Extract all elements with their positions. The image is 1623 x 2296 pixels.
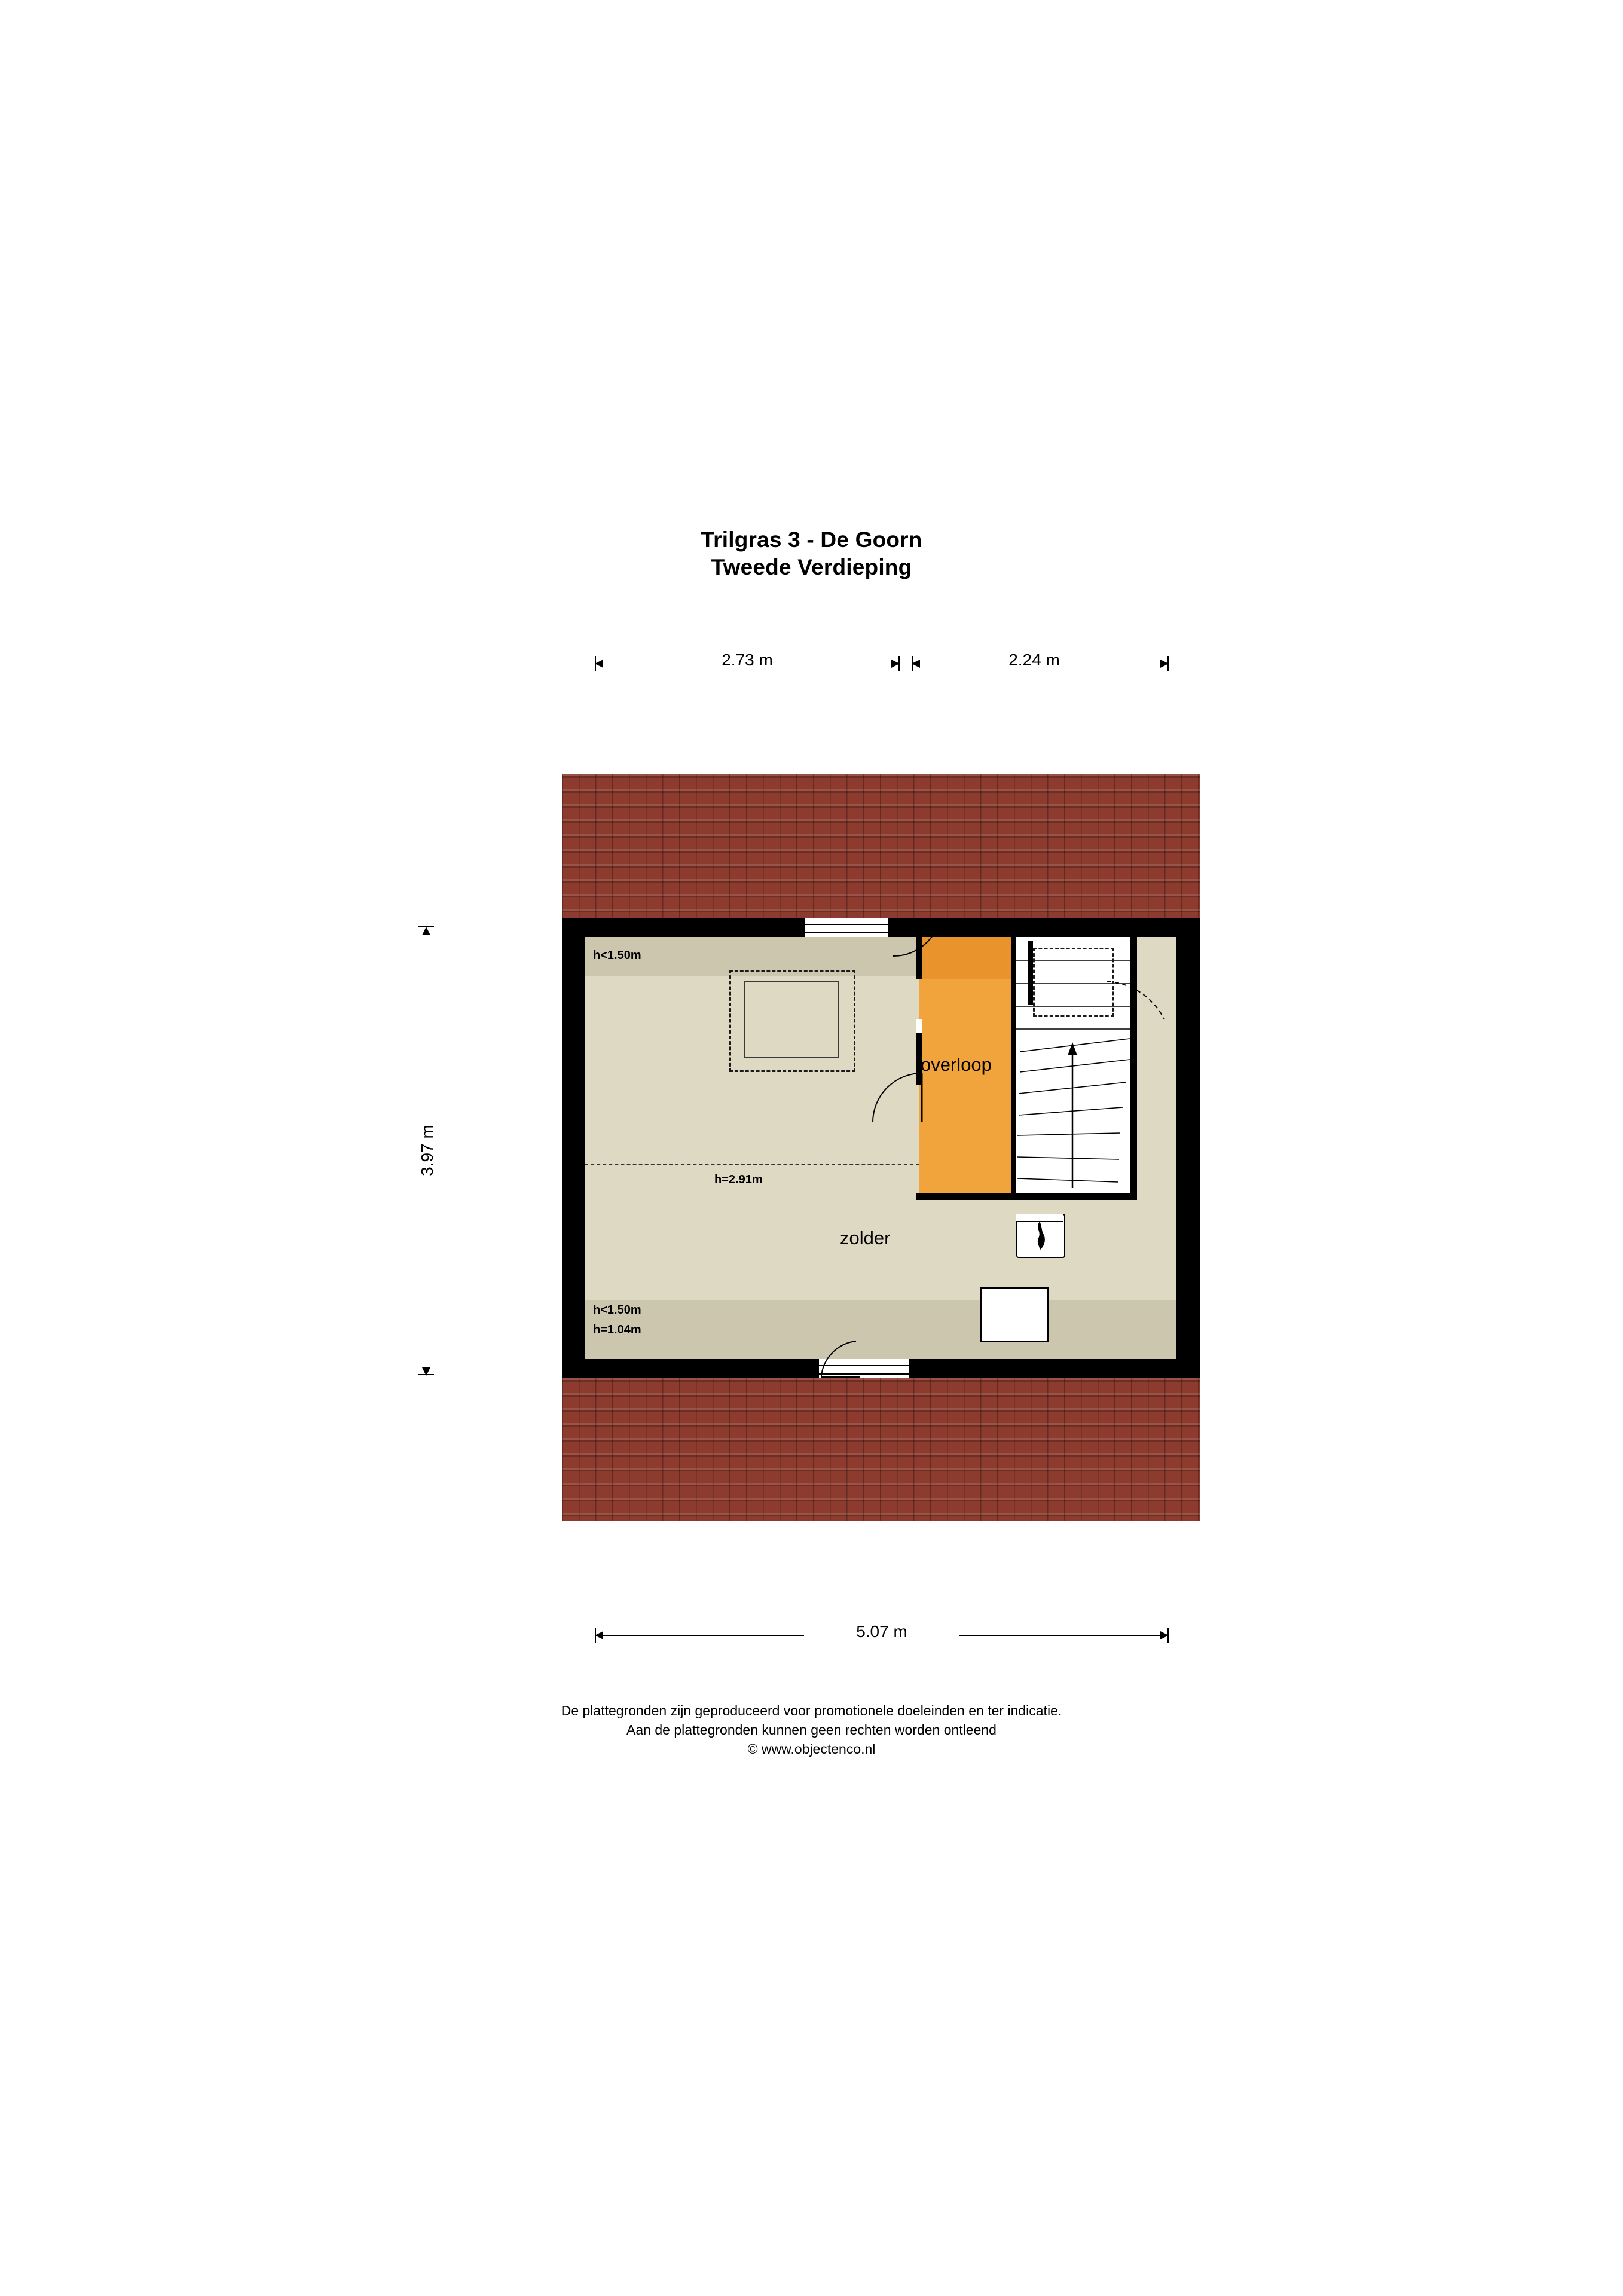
dimension-top-right-label: 2.24 m bbox=[956, 651, 1112, 670]
stair-hatch-outline bbox=[1033, 948, 1114, 1017]
roof-bottom bbox=[562, 1378, 1200, 1521]
wall-stair-top-stub bbox=[1028, 941, 1033, 1005]
page-title bbox=[0, 526, 1623, 581]
room-label-overloop: overloop bbox=[921, 1054, 992, 1075]
footer-disclaimer bbox=[0, 1701, 1623, 1758]
footer-line-3: © www.objectenco.nl bbox=[747, 1741, 876, 1757]
room-label-zolder: zolder bbox=[840, 1228, 891, 1248]
height-label-bottom-a: h<1.50m bbox=[593, 1303, 641, 1317]
height-label-top-left: h<1.50m bbox=[593, 949, 641, 962]
footer-line-1: De plattegronden zijn geproduceerd voor promotionele doeleinden en ter indicatie. bbox=[561, 1703, 1062, 1718]
door-opening-overloop bbox=[916, 1019, 922, 1033]
dimension-top-left-label: 2.73 m bbox=[670, 651, 825, 670]
dimension-bottom-label: 5.07 m bbox=[804, 1622, 959, 1641]
height-label-center: h=2.91m bbox=[714, 1173, 763, 1186]
title-address: Trilgras 3 - De Goorn bbox=[701, 527, 922, 552]
knee-wall-storage-inner bbox=[744, 981, 839, 1058]
low-height-band-bottom bbox=[585, 1300, 1176, 1359]
roof-top bbox=[562, 774, 1200, 918]
ceiling-height-boundary bbox=[585, 1164, 919, 1165]
boiler-icon bbox=[1031, 1222, 1049, 1250]
footer-line-2: Aan de plattegronden kunnen geen rechten worden ontleend bbox=[626, 1722, 997, 1738]
door-swing-overloop bbox=[873, 1073, 927, 1127]
dimension-left-vertical-label: 3.97 m bbox=[416, 1097, 439, 1204]
title-floor: Tweede Verdieping bbox=[711, 555, 912, 579]
height-label-bottom-b: h=1.04m bbox=[593, 1323, 641, 1336]
hatch-swing-arc bbox=[1107, 981, 1179, 1053]
floor-plan bbox=[562, 774, 1200, 1521]
white-object-lower-right bbox=[980, 1287, 1049, 1342]
